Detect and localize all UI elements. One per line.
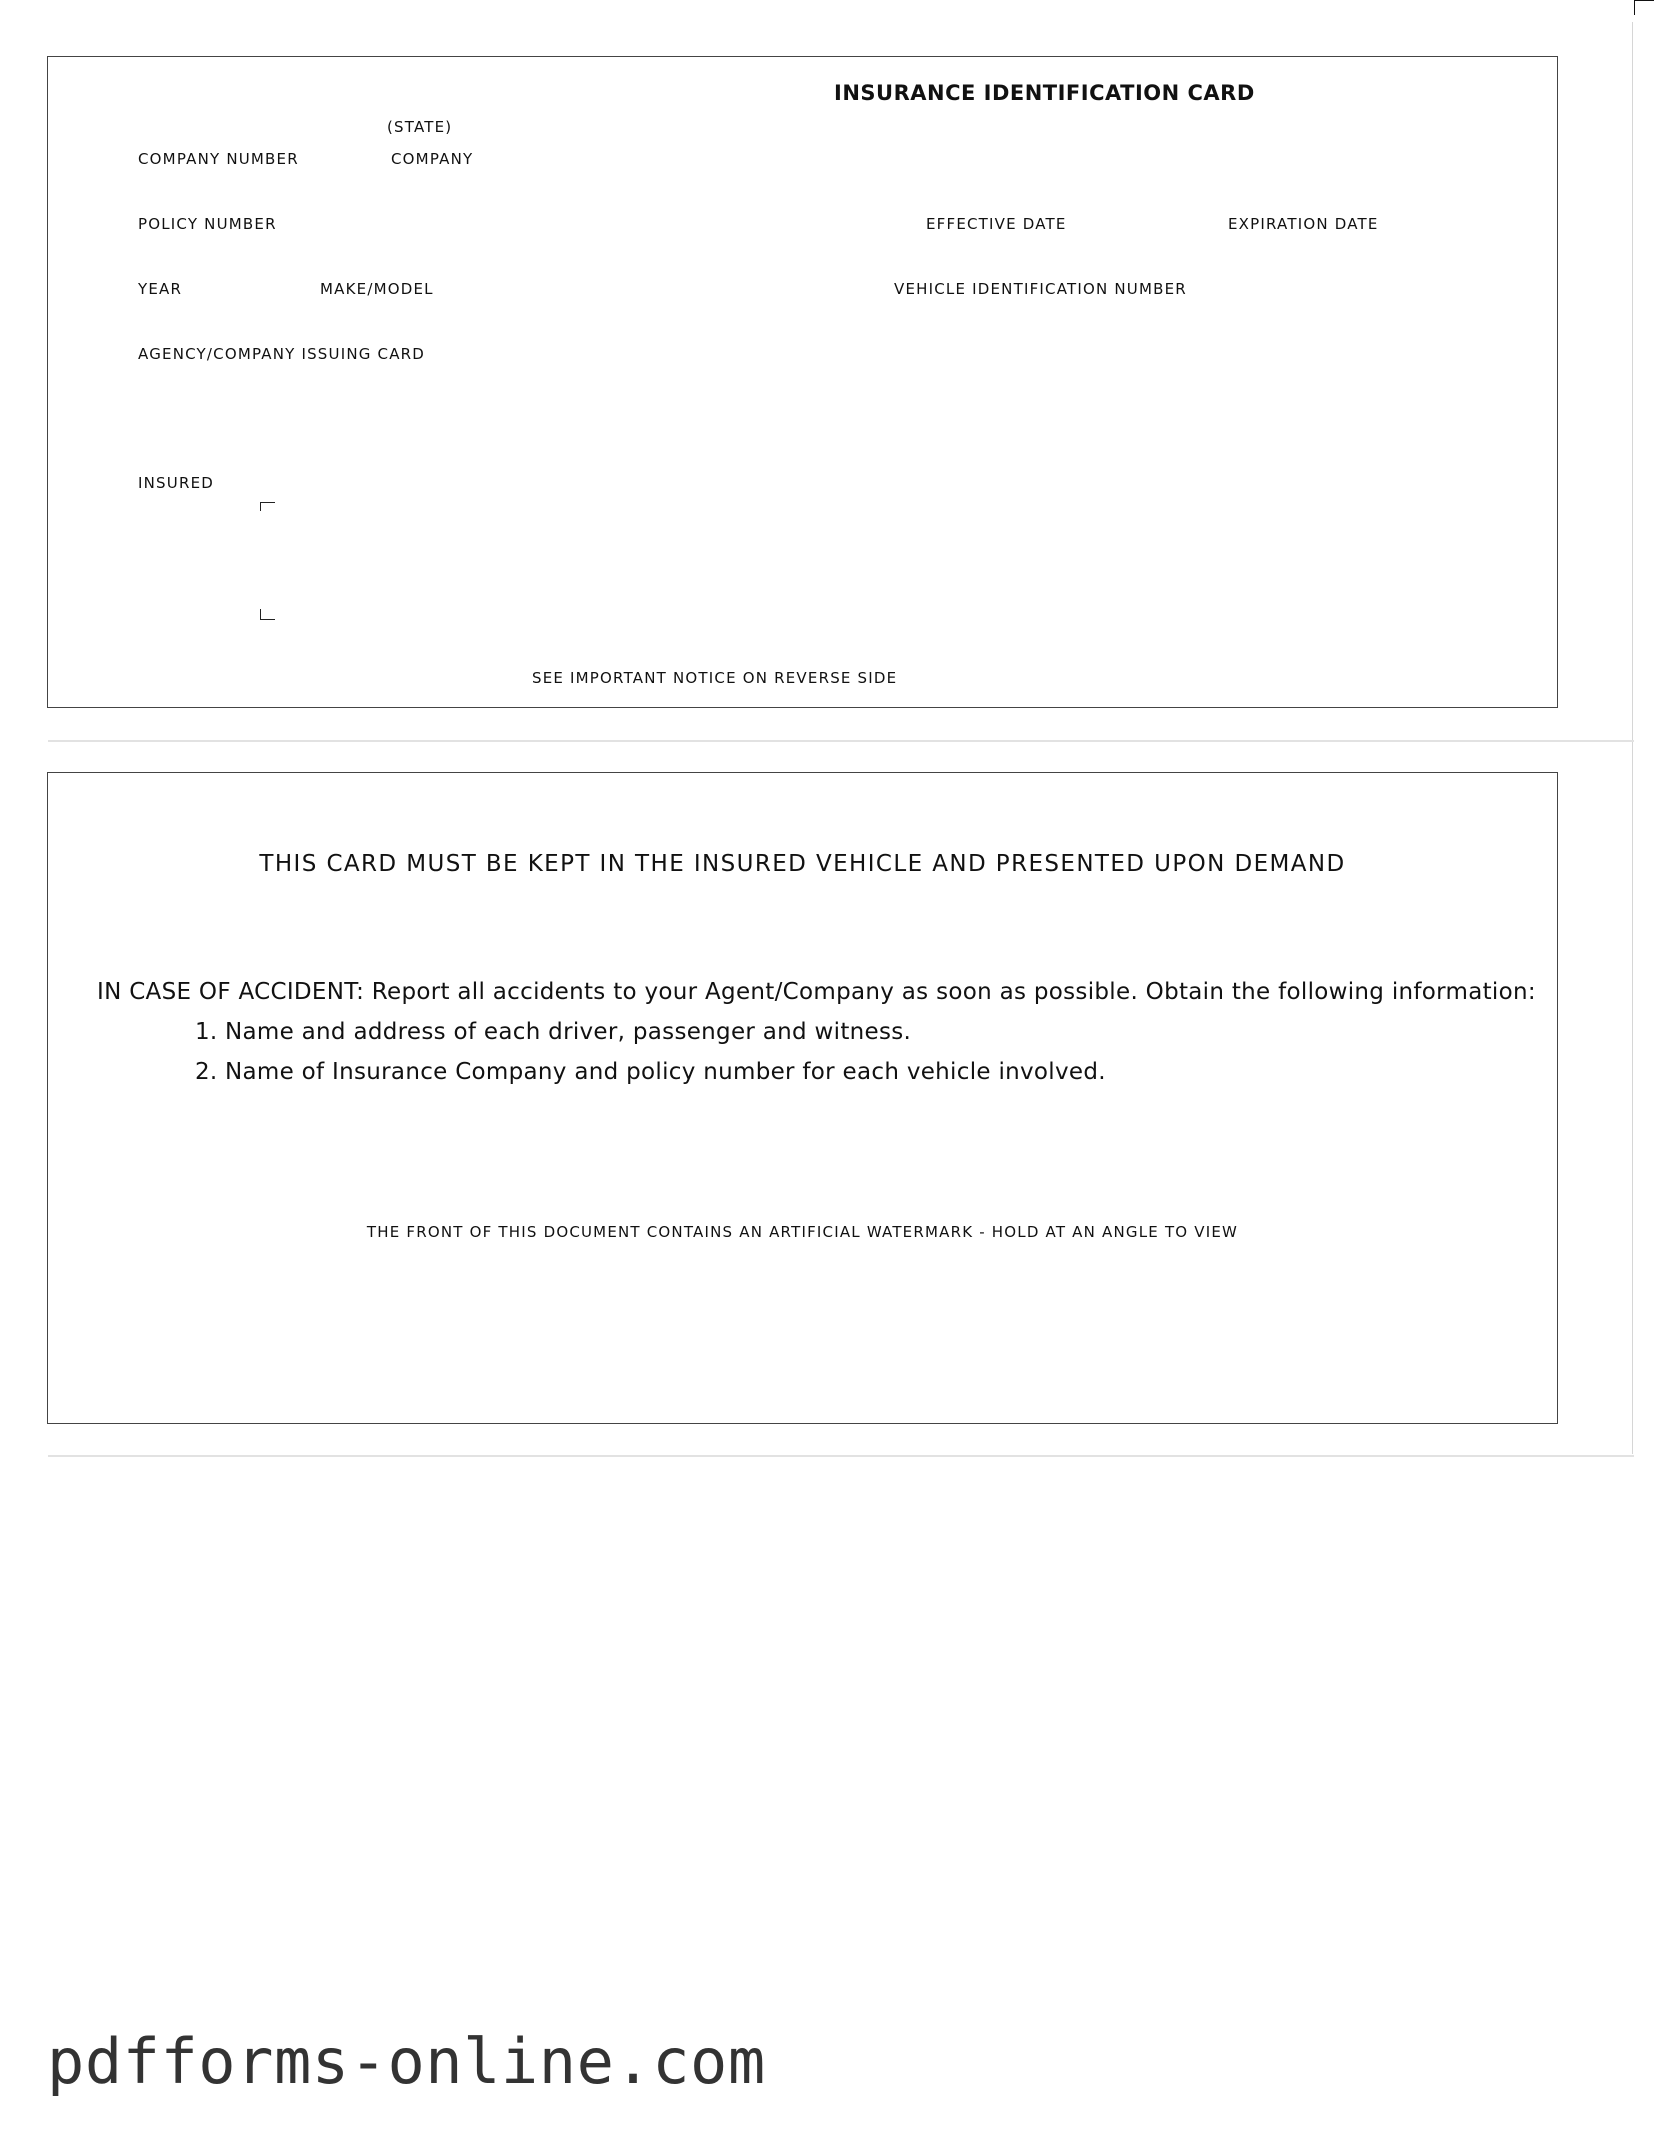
list-item: [195, 1059, 1106, 1085]
state-label: (STATE): [387, 118, 453, 136]
page-divider: [48, 1455, 1634, 1457]
accident-instructions: IN CASE OF ACCIDENT: Report all accidents to your Agent/Company as soon as possible. Obtain the following information:: [97, 979, 1536, 1005]
reverse-side-notice: SEE IMPORTANT NOTICE ON REVERSE SIDE: [532, 669, 898, 687]
list-item-text: Name and address of each driver, passenger and witness.: [225, 1019, 912, 1045]
insured-bracket-top: [260, 502, 275, 511]
list-item: [195, 1019, 911, 1045]
expiration-date-label: EXPIRATION DATE: [1228, 215, 1379, 233]
year-label: YEAR: [138, 280, 183, 298]
card-title: INSURANCE IDENTIFICATION CARD: [834, 81, 1255, 105]
insured-label: INSURED: [138, 474, 214, 492]
site-watermark: pdfforms-online.com: [47, 2025, 766, 2098]
company-number-label: COMPANY NUMBER: [138, 150, 299, 168]
list-item-number: 2.: [195, 1059, 218, 1085]
page-divider: [48, 740, 1634, 742]
page-edge: [1632, 22, 1633, 1454]
policy-number-label: POLICY NUMBER: [138, 215, 277, 233]
keep-card-headline: THIS CARD MUST BE KEPT IN THE INSURED VEHICLE AND PRESENTED UPON DEMAND: [259, 851, 1346, 877]
agency-label: AGENCY/COMPANY ISSUING CARD: [138, 345, 426, 363]
insurance-card-back: [47, 772, 1558, 1424]
list-item-number: 1.: [195, 1019, 218, 1045]
vin-label: VEHICLE IDENTIFICATION NUMBER: [894, 280, 1187, 298]
insurance-card-front: [47, 56, 1558, 708]
page-corner-mark: [1634, 0, 1654, 15]
company-label: COMPANY: [391, 150, 474, 168]
watermark-note: THE FRONT OF THIS DOCUMENT CONTAINS AN ARTIFICIAL WATERMARK - HOLD AT AN ANGLE TO VIEW: [366, 1223, 1239, 1241]
effective-date-label: EFFECTIVE DATE: [926, 215, 1067, 233]
make-model-label: MAKE/MODEL: [320, 280, 434, 298]
list-item-text: Name of Insurance Company and policy number for each vehicle involved.: [225, 1059, 1106, 1085]
insured-bracket-bottom: [260, 609, 275, 620]
